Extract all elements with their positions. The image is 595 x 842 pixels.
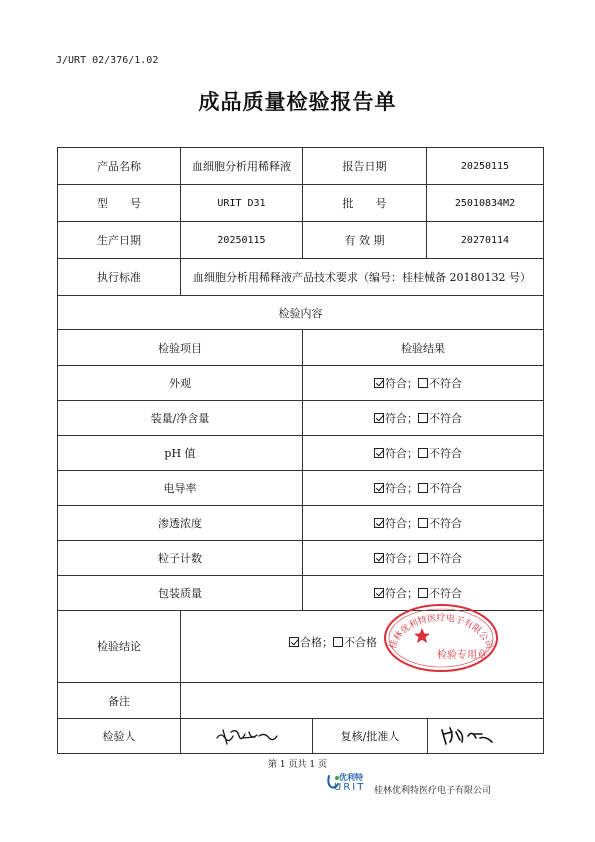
inspection-section-label: 检验内容 [278, 306, 323, 320]
reviewer-signature-image [438, 724, 498, 748]
pass-option[interactable] [374, 375, 418, 391]
inspection-item-name: 粒子计数 [158, 552, 202, 565]
inspection-item-name: 包装质量 [158, 587, 202, 600]
remark-label: 备注 [108, 694, 130, 708]
row-signatures [58, 719, 543, 753]
pass-checkbox[interactable] [374, 378, 384, 388]
inspection-item-name: 渗透浓度 [158, 517, 202, 530]
pass-checkbox[interactable] [374, 448, 384, 458]
product-name-label: 产品名称 [97, 160, 141, 173]
fail-checkbox[interactable] [418, 413, 428, 423]
document-number: J/URT 02/376/1.02 [56, 55, 159, 66]
fail-text: 不符合 [429, 447, 462, 460]
fail-option[interactable] [418, 410, 462, 426]
mfg-date-value: 20250115 [180, 222, 302, 258]
pass-text: 符合； [385, 517, 418, 530]
pass-checkbox[interactable] [374, 413, 384, 423]
row-model [58, 185, 543, 222]
company-seal-stamp [382, 600, 500, 676]
batch-value: 25010834M2 [426, 185, 543, 221]
row-product-name [58, 148, 543, 185]
conclusion-pass-option[interactable] [289, 634, 333, 650]
table-row [58, 436, 543, 471]
standard-label: 执行标准 [97, 271, 141, 284]
fail-text: 不符合 [429, 377, 462, 390]
row-standard [58, 259, 543, 296]
fail-option[interactable] [418, 550, 462, 566]
model-label: 型 号 [97, 197, 141, 210]
row-column-headers [58, 330, 543, 366]
page-number: 第 1 页共 1 页 [268, 760, 327, 770]
pass-checkbox[interactable] [374, 588, 384, 598]
item-column-header: 检验项目 [158, 341, 202, 355]
pass-text: 符合； [385, 587, 418, 600]
conclusion-fail-text: 不合格 [344, 636, 377, 649]
inspection-item-name: pH 值 [164, 447, 196, 460]
pass-checkbox[interactable] [374, 518, 384, 528]
table-row [58, 541, 543, 576]
fail-option[interactable] [418, 480, 462, 496]
inspection-item-result [302, 366, 543, 400]
remark-value [180, 683, 543, 718]
table-row [58, 471, 543, 506]
inspector-signature-image [215, 726, 279, 746]
conclusion-pass-text: 合格； [300, 636, 333, 649]
pass-option[interactable] [374, 445, 418, 461]
table-row [58, 366, 543, 401]
footer-company-name: 桂林优利特医疗电子有限公司 [374, 786, 492, 796]
inspection-item-result [302, 506, 543, 540]
fail-text: 不符合 [429, 482, 462, 495]
batch-label: 批 号 [302, 185, 426, 221]
fail-option[interactable] [418, 585, 462, 601]
conclusion-fail-option[interactable] [333, 634, 377, 650]
reviewer-signature [427, 719, 543, 753]
table-row [58, 506, 543, 541]
fail-option[interactable] [418, 445, 462, 461]
product-name-value: 血细胞分析用稀释液 [180, 148, 302, 184]
fail-checkbox[interactable] [418, 483, 428, 493]
fail-text: 不符合 [429, 587, 462, 600]
seal-icon [382, 600, 500, 672]
conclusion-label: 检验结论 [97, 640, 141, 653]
pass-checkbox[interactable] [374, 483, 384, 493]
fail-option[interactable] [418, 515, 462, 531]
fail-checkbox[interactable] [418, 553, 428, 563]
fail-checkbox[interactable] [418, 518, 428, 528]
report-date-value: 20250115 [426, 148, 543, 184]
inspection-item-result [302, 471, 543, 505]
inspection-item-name: 电导率 [163, 482, 197, 495]
conclusion-pass-checkbox[interactable] [289, 637, 299, 647]
expiry-value: 20270114 [426, 222, 543, 258]
result-column-header: 检验结果 [302, 330, 543, 365]
seal-company-text: 桂林优利特医疗电子有限公司 [388, 613, 494, 651]
inspection-item-result [302, 401, 543, 435]
row-section-header [58, 296, 543, 330]
pass-option[interactable] [374, 585, 418, 601]
pass-text: 符合； [385, 412, 418, 425]
brand-english-name: URIT [334, 782, 366, 793]
inspection-item-result [302, 541, 543, 575]
fail-checkbox[interactable] [418, 588, 428, 598]
fail-option[interactable] [418, 375, 462, 391]
pass-text: 符合； [385, 482, 418, 495]
row-mfg-date [58, 222, 543, 259]
report-date-label: 报告日期 [302, 148, 426, 184]
fail-text: 不符合 [429, 517, 462, 530]
model-value: URIT D31 [180, 185, 302, 221]
pass-text: 符合； [385, 377, 418, 390]
fail-text: 不符合 [429, 412, 462, 425]
fail-text: 不符合 [429, 552, 462, 565]
seal-purpose-text: 检验专用章 [437, 650, 487, 661]
pass-text: 符合； [385, 552, 418, 565]
inspector-label: 检验人 [102, 730, 136, 743]
row-remark [58, 683, 543, 719]
inspection-item-name: 外观 [169, 377, 191, 390]
inspection-item-result [302, 436, 543, 470]
fail-checkbox[interactable] [418, 378, 428, 388]
pass-checkbox[interactable] [374, 553, 384, 563]
pass-option[interactable] [374, 410, 418, 426]
pass-option[interactable] [374, 550, 418, 566]
pass-text: 符合； [385, 447, 418, 460]
inspection-item-name: 装量/净含量 [150, 412, 210, 425]
mfg-date-label: 生产日期 [97, 234, 141, 247]
inspector-signature [180, 719, 312, 753]
reviewer-label: 复核/批准人 [312, 719, 427, 753]
report-title: 成品质量检验报告单 [198, 90, 397, 114]
conclusion-fail-checkbox[interactable] [333, 637, 343, 647]
standard-value: 血细胞分析用稀释液产品技术要求（编号：桂桂械备 20180132 号） [180, 259, 543, 295]
pass-option[interactable] [374, 480, 418, 496]
pass-option[interactable] [374, 515, 418, 531]
footer-brand [326, 772, 556, 802]
brand-chinese-name: 优利特 [339, 773, 363, 782]
fail-checkbox[interactable] [418, 448, 428, 458]
expiry-label: 有 效 期 [302, 222, 426, 258]
table-row [58, 401, 543, 436]
